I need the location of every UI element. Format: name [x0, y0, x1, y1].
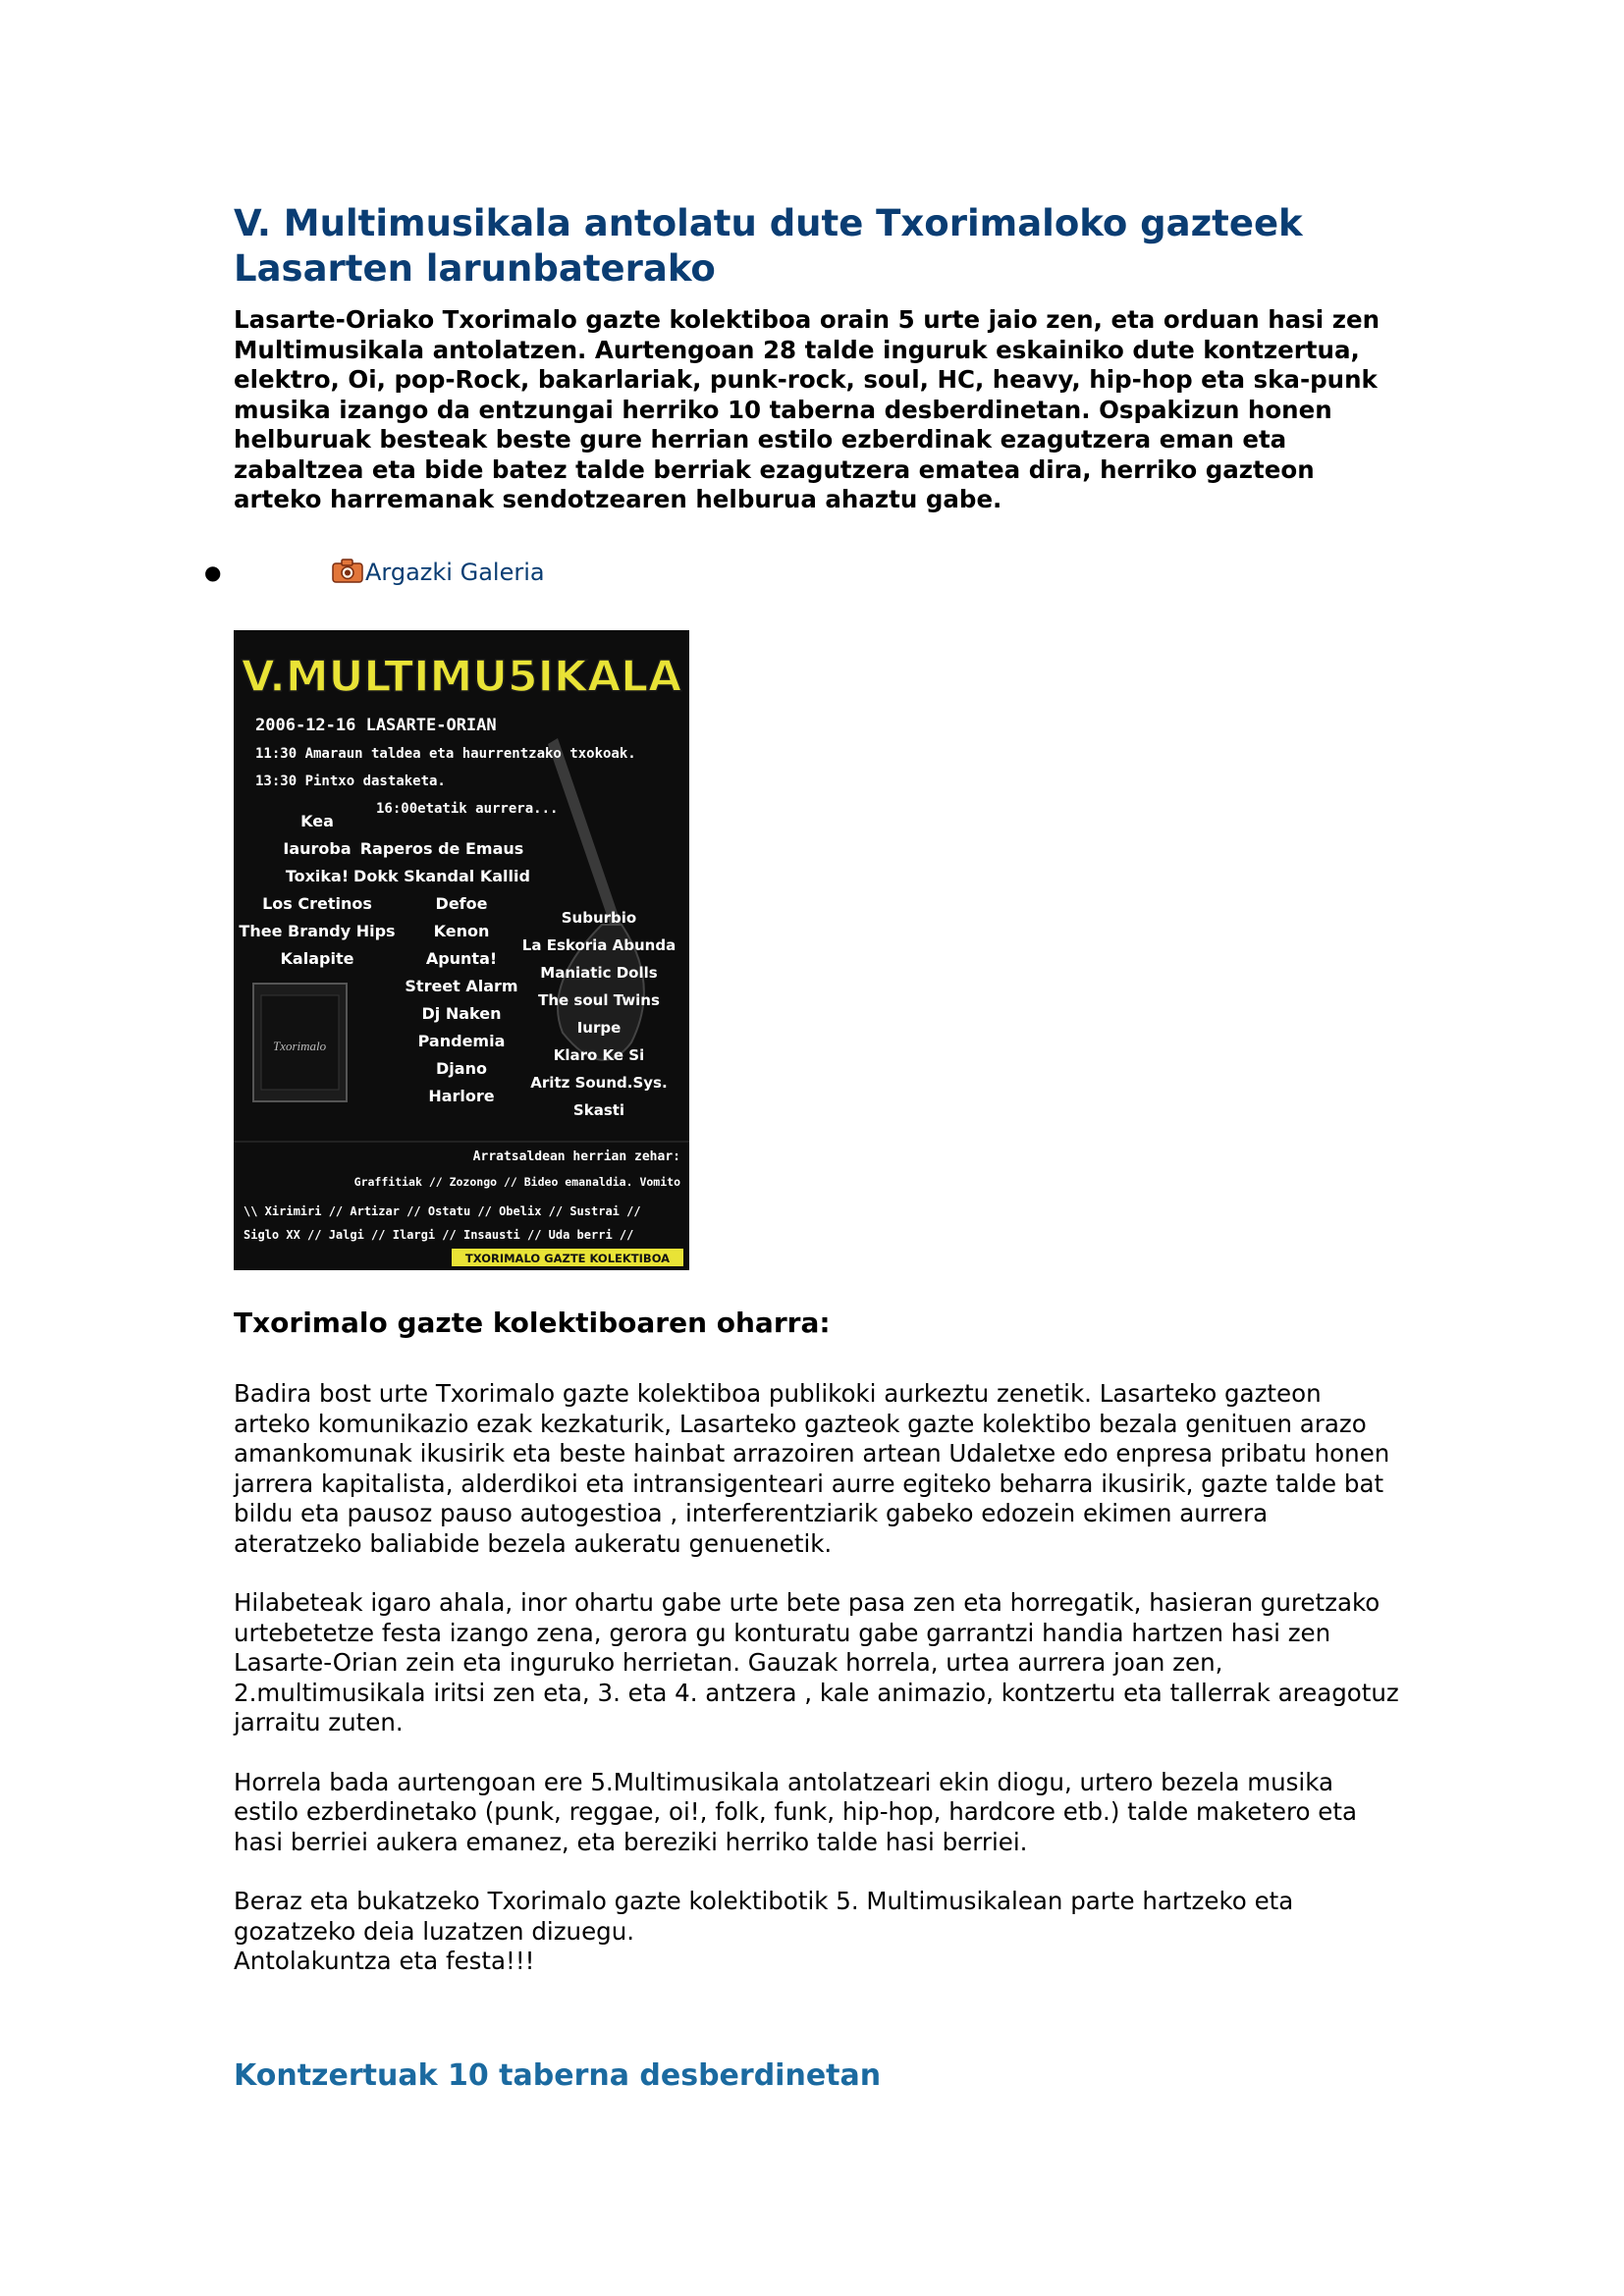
poster-band: Kenon [433, 922, 490, 940]
poster-date-place: 2006-12-16 LASARTE-ORIAN [255, 716, 497, 735]
article-lead: Lasarte-Oriako Txorimalo gazte kolektiboa orain 5 urte jaio zen, eta orduan hasi zen Multimusikala antolatzen. Aurtengoan 28 talde inguruk eskainiko dute kontzertua, elektro, Oi, pop-Rock, bakarlariak, punk-rock, soul, HC, heavy, hip-hop eta ska-punk musika izango da entzungai herriko 10 taberna desberdinetan. Ospakizun honen helburuak besteak beste gure herrian estilo ezberdinak ezagutzera eman eta zabaltzea eta bide batez talde berriak ezagutzera ematea dira, herriko gazteon arteko harremanak sendotzearen helburua ahaztu gabe. [234, 305, 1380, 513]
poster-band: Iauroba [283, 839, 352, 858]
note-paragraph: Horrela bada aurtengoan ere 5.Multimusikala antolatzeari ekin diogu, urtero bezela musika estilo ezberdinetako (punk, reggae, oi!, folk, funk, hip-hop, hardcore etb.) talde maketero eta hasi berriei aukera emanez, eta bereziki herriko talde hasi berriei. [234, 1767, 1357, 1856]
note-closing [234, 1887, 1402, 1977]
poster-band: Defoe [435, 894, 488, 913]
poster-band: Street Alarm [405, 977, 518, 995]
note-closing-line-1: Beraz eta bukatzeko Txorimalo gazte kolektibotik 5. Multimusikalean parte hartzeko eta gozatzeko deia luzatzen dizuegu. [234, 1887, 1294, 1946]
poster-band: Kalapite [280, 949, 354, 968]
poster-band: La Eskoria Abunda [521, 936, 677, 954]
poster-schedule-line: 13:30 Pintxo dastaketa. [255, 774, 446, 789]
poster-band: Los Cretinos [262, 894, 372, 913]
note-paragraph: Hilabeteak igaro ahala, inor ohartu gabe urte bete pasa zen eta horregatik, hasieran guretzako urtebetetze festa izango zena, gerora gu konturatu gabe garrantzi handia hartzen hasi zen Lasarte-Orian zein eta inguruko herrietan. Gauzak horrela, urtea aurrera joan zen, 2.multimusikala iritsi zen eta, 3. eta 4. antzera , kale animazio, kontzertu eta tallerrak areagotuz jarraitu zuten. [234, 1588, 1399, 1736]
concerts-section-heading[interactable]: Kontzertuak 10 taberna desberdinetan [234, 2058, 882, 2093]
gallery-link[interactable] [332, 553, 545, 592]
poster-band: Maniatic Dolls [540, 964, 658, 982]
note-heading: Txorimalo gazte kolektiboaren oharra: [234, 1307, 831, 1339]
poster-band: Pandemia [417, 1032, 506, 1050]
poster-bars-line-2: Siglo XX // Jalgi // Ilargi // Insausti // Uda berri // [244, 1228, 634, 1242]
poster-band: Toxika! [285, 867, 350, 885]
poster-afternoon: Arratsaldean herrian zehar: [472, 1149, 680, 1164]
poster-band: Skasti [572, 1101, 625, 1119]
note-closing-line-2: Antolakuntza eta festa!!! [234, 1947, 535, 1975]
poster-band: Kea [300, 812, 334, 830]
poster-schedule-line: 16:00etatik aurrera... [376, 801, 559, 817]
article-header [234, 201, 1392, 515]
poster-bars-line-1: \\ Xirimiri // Artizar // Ostatu // Obelix // Sustrai // [244, 1204, 641, 1218]
gallery-list-item [204, 553, 793, 592]
poster-band: Dj Naken [421, 1004, 502, 1023]
poster-band: Iurpe [576, 1019, 622, 1037]
article-title: V. Multimusikala antolatu dute Txorimaloko gazteek Lasarten larunbaterako [234, 202, 1303, 290]
poster-activities: Graffitiak // Zozongo // Bideo emanaldia. Vomito [353, 1175, 680, 1189]
bullet-icon: ● [204, 561, 222, 584]
poster-band: The soul Twins [538, 991, 660, 1009]
poster-band: Raperos de Emaus [359, 839, 524, 858]
poster-title: V.MULTIMU5IKALA [241, 652, 682, 702]
poster-band: Thee Brandy Hips [239, 922, 396, 940]
poster-band: Djano [436, 1059, 487, 1078]
gallery-link-label: Argazki Galeria [365, 559, 545, 586]
poster-band: Suburbio [561, 909, 637, 927]
poster-band: Klaro Ke Si [553, 1046, 645, 1064]
poster-band: Dokk Skandal Kallid [353, 867, 530, 885]
poster-band: Aritz Sound.Sys. [530, 1074, 668, 1092]
poster-band: Harlore [428, 1087, 495, 1105]
poster-schedule-line: 11:30 Amaraun taldea eta haurrentzako txokoak. [255, 746, 636, 762]
note-paragraph: Badira bost urte Txorimalo gazte kolektiboa publikoki aurkeztu zenetik. Lasarteko gazteon arteko komunikazio ezak kezkaturik, Lasarteko gazteok gazte kolektibo bezala genituen arazo amankomunak ikusirik eta beste hainbat arrazoiren artean Udaletxe edo enpresa pribatu honen jarrera kapitalista, alderdikoi eta intransigenteari aurre egiteko beharra ikusirik, gazte talde bat bildu eta pausoz pauso autogestioa , interferentziarik gabeko edozein ekimen aurrera ateratzeko baliabide bezela aukeratu genuenetik. [234, 1379, 1390, 1558]
note-body [234, 1379, 1402, 1977]
event-poster [234, 630, 689, 1270]
poster-band: Apunta! [425, 949, 498, 968]
poster-organizer: TXORIMALO GAZTE KOLEKTIBOA [464, 1252, 671, 1265]
camera-icon [332, 558, 363, 583]
poster-amp-label: Txorimalo [273, 1039, 327, 1053]
